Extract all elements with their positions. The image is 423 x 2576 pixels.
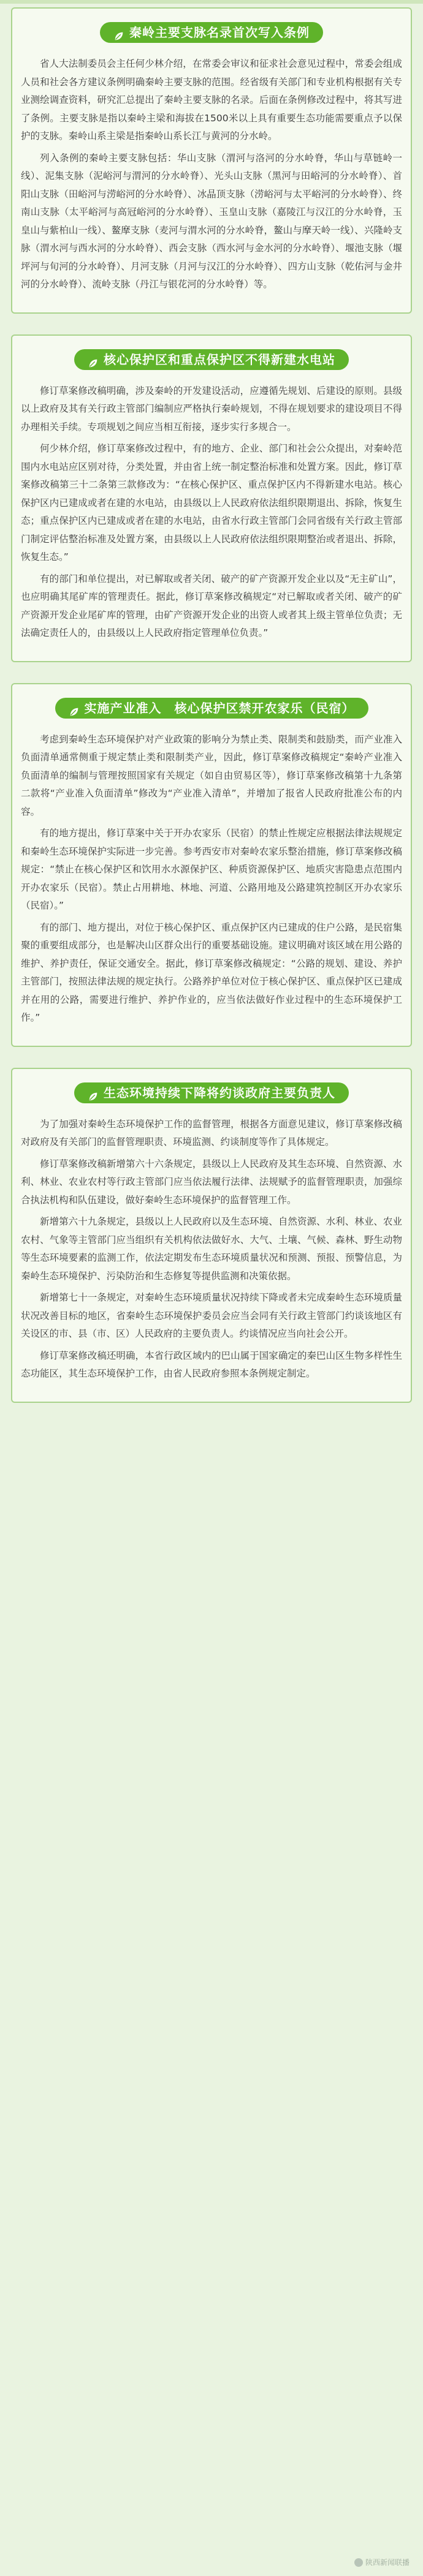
paragraph: 修订草案修改稿新增第六十六条规定，县级以上人民政府及其生态环境、自然资源、水利、林业、农业农村等行政主管部门应当依法履行法律、法规赋予的监督管理职责，加强综合执法机构和队伍建设，做好秦岭生态环境保护的监督管理工作。 — [21, 1158, 402, 1206]
section-title-wrap — [21, 349, 402, 370]
section-title-wrap — [21, 1082, 402, 1103]
section-title-text: 秦岭主要支脉名录首次写入条例 — [129, 25, 310, 40]
paragraph: 有的地方提出，修订草案中关于开办农家乐（民宿）的禁止性规定应根据法律法规规定和秦岭生态环境保护实际进一步完善。参考西安市对秦岭农家乐整治措施，修订草案修改稿规定：“禁止在核心保护区和饮用水水源保护区、种质资源保护区、地质灾害隐患点范围内开办农家乐（民宿）。禁止占用耕地、林地、河道、公路用地及公路建筑控制区开办农家乐（民宿）。” — [21, 828, 402, 911]
paragraph: 修订草案修改稿明确，涉及秦岭的开发建设活动，应遵循先规划、后建设的原则。县级以上政府及其有关行政主管部门编制应严格执行秦岭规划，不得在规划要求的建设项目不得办理相关手续。专项规划之间应当相互衔接，逐步实行多规合一。 — [21, 385, 402, 432]
section-4 — [11, 1068, 412, 1403]
section-2 — [11, 334, 412, 662]
section-1 — [11, 7, 412, 314]
paragraph: 新增第六十九条规定，县级以上人民政府以及生态环境、自然资源、水利、林业、农业农村、气象等主管部门应当组织有关机构依法做好水、大气、土壤、气候、森林、野生动物等生态环境要素的监测工作，依法定期发布生态环境质量状况和预测、预报、预警信息，为秦岭生态环境保护、污染防治和生态修复等提供监测和决策依据。 — [21, 1216, 402, 1282]
section-title — [100, 22, 323, 43]
section-3 — [11, 683, 412, 1047]
section-title — [74, 1082, 349, 1103]
paragraph: 何少林介绍，修订草案修改过程中，有的地方、企业、部门和社会公众提出，对秦岭范围内水电站应区别对待，分类处置，并由省上统一制定整治标准和处置方案。因此，修订草案修改稿第三十二条第三款修改为：“在核心保护区、重点保护区内不得新建水电站。核心保护区内已建成或者在建的水电站，由县级以上人民政府依法组织限期退出、拆除，恢复生态；重点保护区内已建成或者在建的水电站，由省水行政主管部门会同省级有关行政主管部门制定评估整治标准及处置方案，由县级以上人民政府依法组织限期整治或者退出、拆除，恢复生态。” — [21, 443, 402, 562]
section-title — [74, 349, 349, 370]
article-body — [11, 7, 412, 1403]
section-title-text: 核心保护区和重点保护区不得新建水电站 — [104, 352, 335, 367]
paragraph: 考虑到秦岭生态环境保护对产业政策的影响分为禁止类、限制类和鼓励类，而产业准入负面清单通常侧重于规定禁止类和限制类产业，因此，修订草案修改稿规定“秦岭产业准入负面清单的编制与管理按照国家有关规定（如自由贸易区等），修订草案修改稿第十九条第二款将“产业准入负面清单”修改为“产业准入清单”，并增加了报省人民政府批准公布的内容。 — [21, 733, 402, 817]
leaf-icon — [88, 1087, 99, 1098]
watermark — [354, 2557, 410, 2567]
leaf-icon — [69, 703, 80, 714]
section-title — [55, 698, 368, 719]
section-title-wrap — [21, 698, 402, 719]
leaf-icon — [113, 27, 124, 38]
paragraph: 省人大法制委员会主任何少林介绍，在常委会审议和征求社会意见过程中，常委会组成人员和社会各方建议条例明确秦岭主要支脉的范围。经省级有关部门和专业机构根据有关专业测绘调查资料，研究汇总提出了秦岭主要支脉的名录。后面在条例修改过程中，将其写进了条例。主要支脉是指以秦岭主梁和海拔在1500米以上具有重要生态功能需要重点予以保护的支脉。秦岭山系主梁是指秦岭山系长江与黄河的分水岭。 — [21, 58, 402, 142]
paragraph: 新增第七十一条规定，对秦岭生态环境质量状况持续下降或者未完成秦岭生态环境质量状况改善目标的地区，省秦岭生态环境保护委员会应当会同有关行政主管部门约谈该地区有关设区的市、县（市、区）人民政府的主要负责人。约谈情况应当向社会公开。 — [21, 1292, 402, 1339]
section-title-text: 生态环境持续下降将约谈政府主要负责人 — [104, 1085, 335, 1100]
paragraph: 有的部门和单位提出，对已解取或者关闭、破产的矿产资源开发企业以及“无主矿山”，也应明确其尾矿库的管理责任。据此，修订草案修改稿规定“对已解取或者关闭、破产的矿产资源开发企业尾矿库的管理，由矿产资源开发企业的出资人或者其上级主管单位负责；无法确定责任人的，由县级以上人民政府指定管理单位负责。” — [21, 573, 402, 638]
watermark-text: 陕西新闻联播 — [365, 2558, 410, 2567]
paragraph: 列入条例的秦岭主要支脉包括：华山支脉（渭河与洛河的分水岭脊，华山与草链岭一线）、泥集支脉（泥峪河与渭河的分水岭脊）、光头山支脉（黑河与田峪河的分水岭脊）、首阳山支脉（田峪河与涝峪河的分水岭脊）、冰晶顶支脉（涝峪河与太平峪河的分水岭脊）、终南山支脉（太平峪河与高冠峪河的分水岭脊）、玉皇山支脉（嘉陵江与汉江的分水岭脊，玉皇山与紫柏山一线）、鳌摩支脉（麦河与渭水河的分水岭脊，鳌山与摩天岭一线）、兴隆岭支脉（渭水河与西水河的分水岭脊）、西会支脉（西水河与金水河的分水岭脊）、堰池支脉（堰坪河与旬河的分水岭脊）、月河支脉（月河与汉江的分水岭脊）、四方山支脉（乾佑河与金井河的分水岭脊）、流岭支脉（丹江与银花河的分水岭脊）等。 — [21, 152, 402, 290]
top-strip — [0, 0, 423, 4]
section-title-wrap — [21, 22, 402, 43]
weibo-logo-icon — [354, 2558, 363, 2567]
paragraph: 修订草案修改稿还明确，本省行政区域内的巴山属于国家确定的秦巴山区生物多样性生态功能区，其生态环境保护工作，由省人民政府参照本条例规定制定。 — [21, 1350, 402, 1379]
paragraph: 为了加强对秦岭生态环境保护工作的监督管理，根据各方面意见建议，修订草案修改稿对政府及有关部门的监督管理职责、环境监测、约谈制度等作了具体规定。 — [21, 1118, 402, 1147]
section-title-text: 实施产业准入 核心保护区禁开农家乐（民宿） — [84, 700, 355, 716]
paragraph: 有的部门、地方提出，对位于核心保护区、重点保护区内已建成的住户公路，是民宿集聚的重要组成部分，也是解决山区群众出行的重要基础设施。建议明确对该区域在用公路的维护、养护责任，保证交通安全。据此，修订草案修改稿规定：“公路的规划、建设、养护主管部门，按照法律法规的规定执行。公路养护单位对位于核心保护区、重点保护区已建成并在用的公路，需要进行维护、养护作业的，应当依法做好作业过程中的生态环境保护工作。” — [21, 921, 402, 1023]
leaf-icon — [88, 354, 99, 365]
